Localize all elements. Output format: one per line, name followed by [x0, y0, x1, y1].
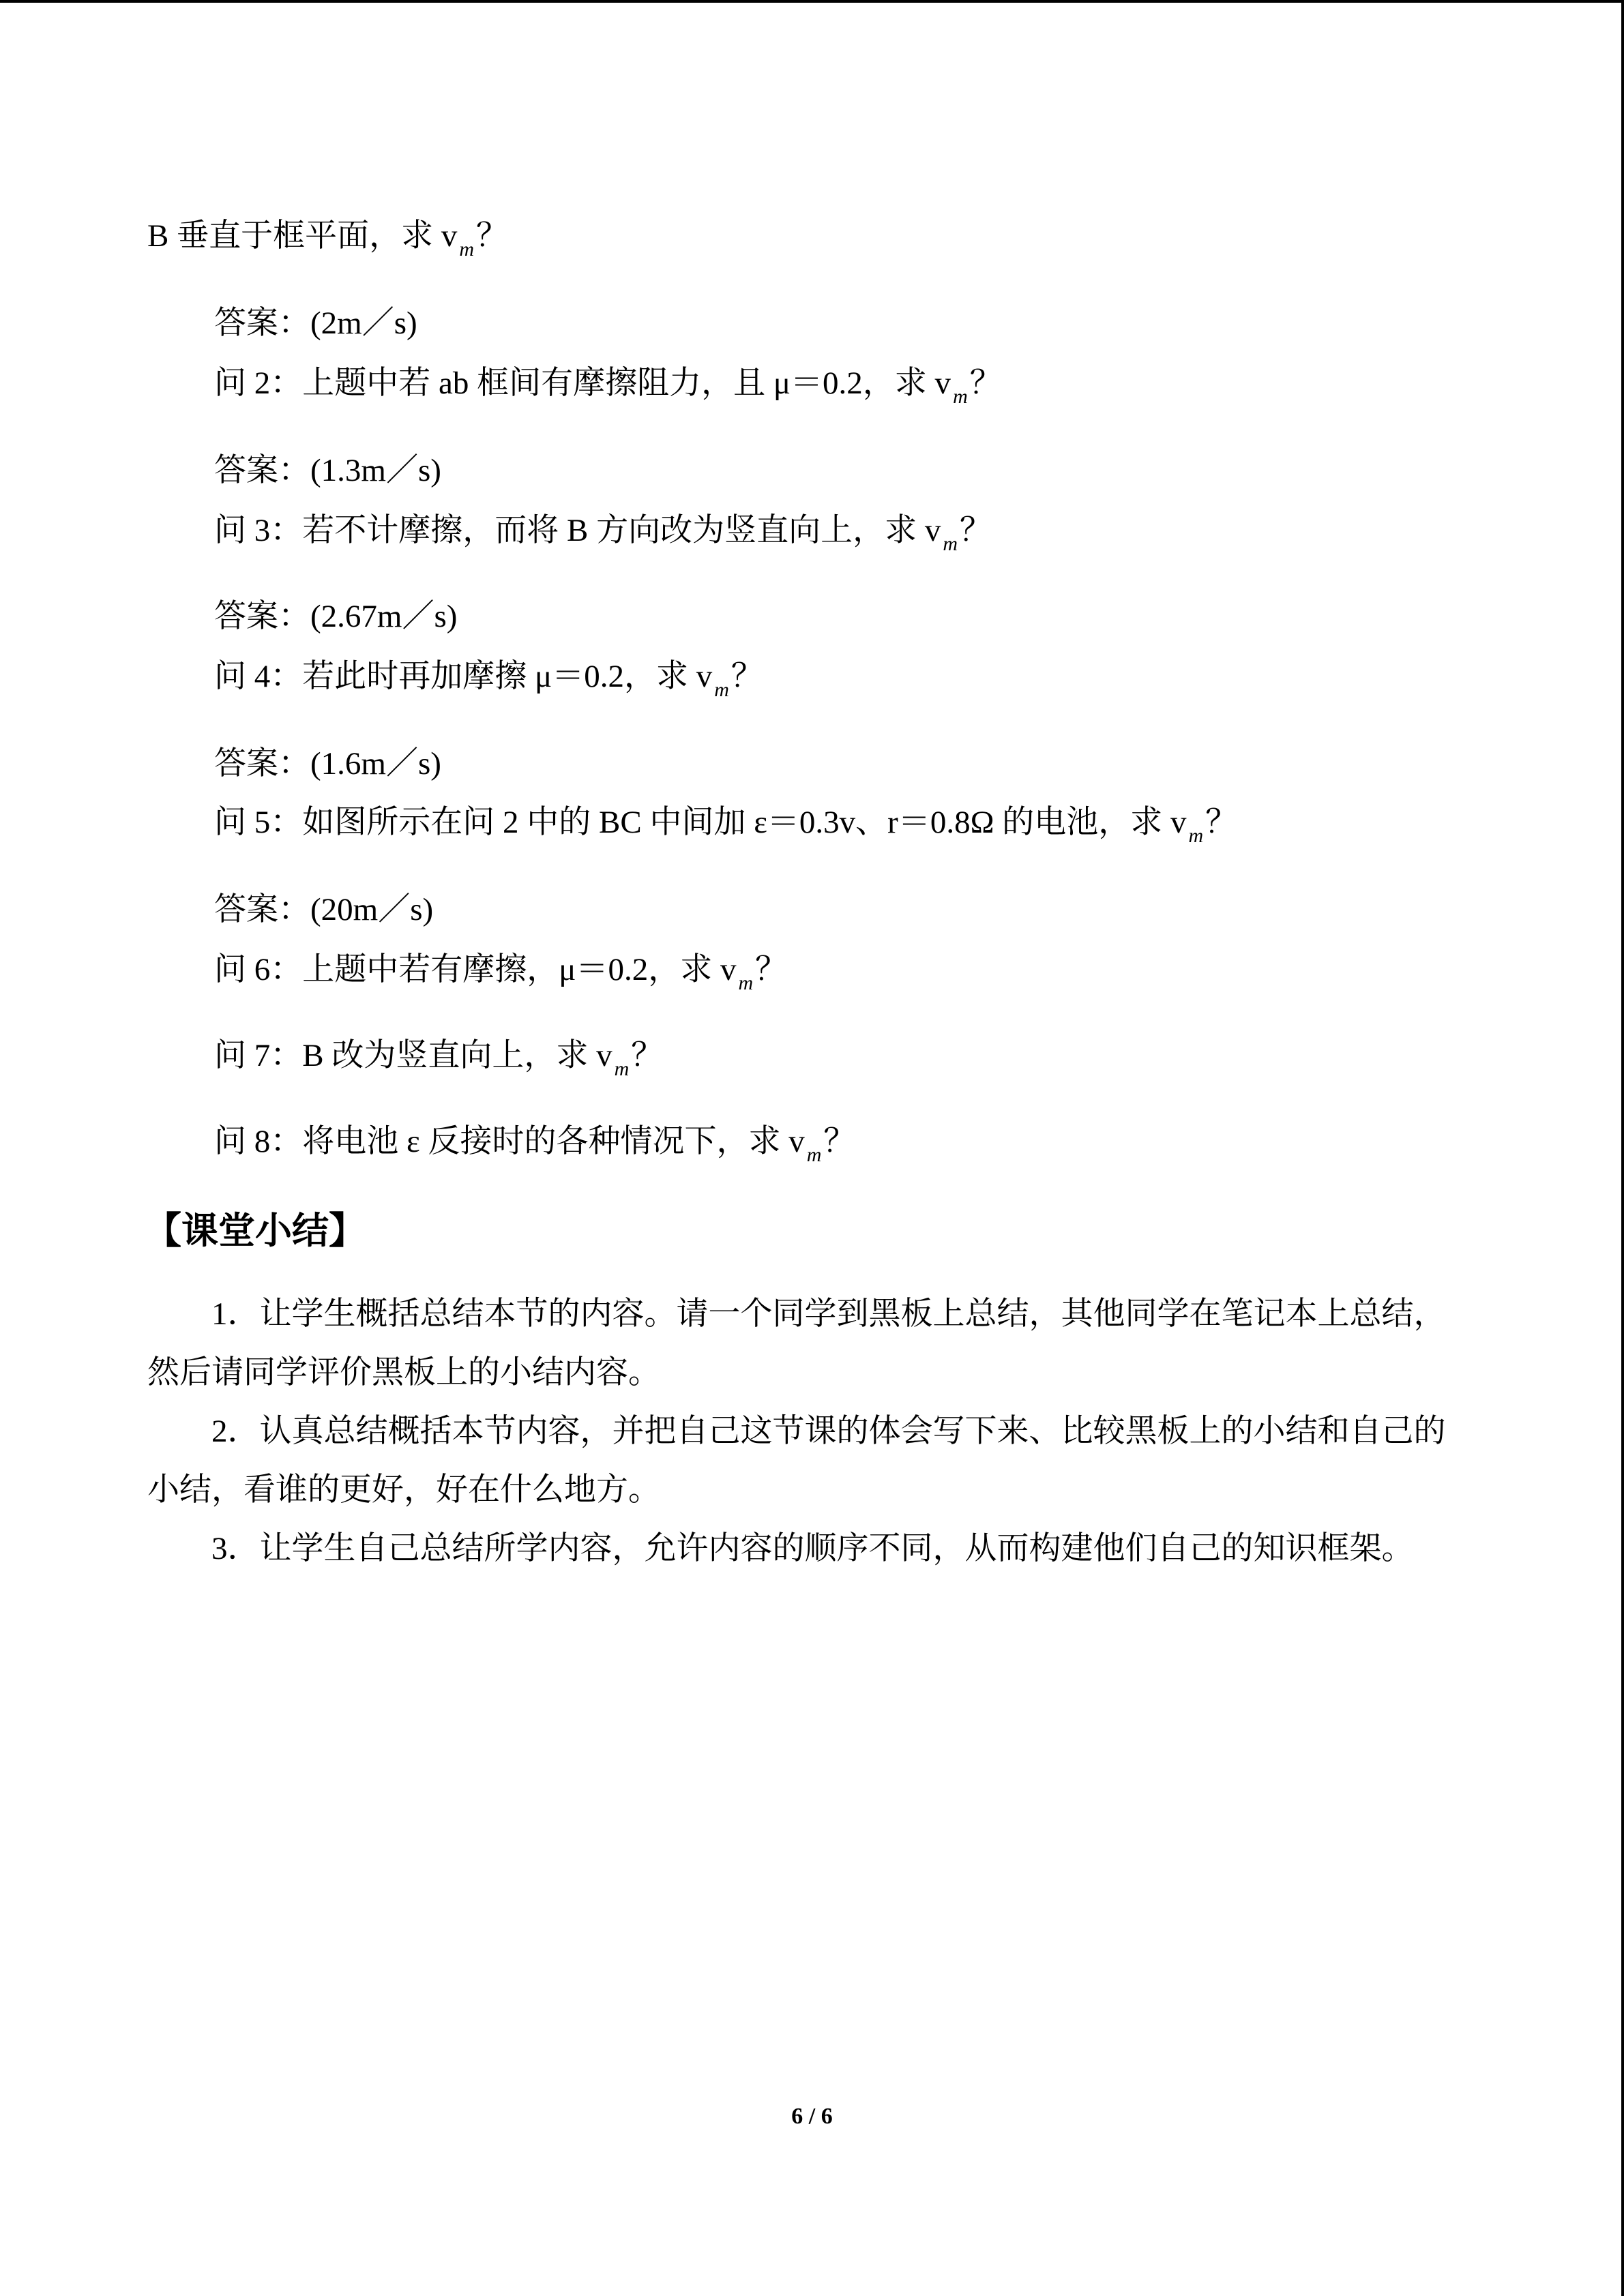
- question-tail: ？: [1205, 805, 1238, 840]
- question-6: [214, 949, 787, 994]
- answer-text: 答案：(2.67m／s): [214, 599, 458, 634]
- question-5: [214, 802, 1237, 847]
- subscript-m: m: [714, 679, 729, 701]
- question-text: 问 2：上题中若 ab 框间有摩擦阻力，且 μ＝0.2，求 v: [214, 366, 951, 401]
- intro-line: [147, 215, 508, 260]
- question-tail: ？: [730, 659, 763, 694]
- answer-4: [214, 743, 441, 784]
- question-text: 问 8：将电池 ε 反接时的各种情况下，求 v: [214, 1124, 805, 1159]
- top-border: [0, 0, 1624, 3]
- subscript-m: m: [738, 972, 754, 994]
- subscript-m: m: [953, 385, 968, 408]
- page-number: 6 / 6: [791, 2104, 833, 2129]
- subscript-m: m: [806, 1144, 822, 1166]
- subscript-m: m: [943, 533, 958, 555]
- question-tail: ？: [960, 513, 992, 548]
- question-tail: ？: [823, 1124, 856, 1159]
- question-4: [214, 656, 763, 701]
- question-7: [214, 1035, 663, 1080]
- question-text: 问 7：B 改为竖直向上，求 v: [214, 1038, 612, 1073]
- subscript-m: m: [614, 1058, 630, 1080]
- intro-text: B 垂直于框平面，求 v: [147, 218, 458, 254]
- question-text: 问 5：如图所示在问 2 中的 BC 中间加 ε＝0.3v、r＝0.8Ω 的电池，求 v: [214, 805, 1187, 840]
- question-text: 问 3：若不计摩擦，而将 B 方向改为竖直向上，求 v: [214, 513, 941, 548]
- answer-text: 答案：(1.6m／s): [214, 746, 441, 781]
- right-border: [1621, 0, 1624, 2296]
- answer-2: [214, 450, 441, 491]
- question-tail: ？: [631, 1038, 664, 1073]
- summary-paragraph-1: 1．让学生概括总结本节的内容。请一个同学到黑板上总结，其他同学在笔记本上总结，然后请同学评价黑板上的小结内容。: [147, 1296, 1446, 1390]
- question-3: [214, 510, 992, 555]
- section-heading: 【课堂小结】: [145, 1209, 366, 1252]
- subscript-m: m: [459, 238, 475, 260]
- summary-paragraph-2: 2．认真总结概括本节内容，并把自己这节课的体会写下来、比较黑板上的小结和自己的小结，看谁的更好，好在什么地方。: [147, 1414, 1446, 1508]
- question-tail: ？: [755, 952, 788, 987]
- answer-3: [214, 596, 457, 637]
- subscript-m: m: [1188, 824, 1204, 847]
- question-2: [214, 363, 1002, 408]
- intro-tail: ？: [476, 218, 509, 254]
- answer-text: 答案：(2m／s): [214, 305, 417, 341]
- question-tail: ？: [969, 366, 1002, 401]
- question-8: [214, 1121, 855, 1166]
- answer-5: [214, 889, 433, 930]
- question-text: 问 4：若此时再加摩擦 μ＝0.2，求 v: [214, 659, 713, 694]
- answer-text: 答案：(1.3m／s): [214, 453, 441, 488]
- question-text: 问 6：上题中若有摩擦，μ＝0.2，求 v: [214, 952, 737, 987]
- answer-1: [214, 303, 417, 344]
- summary-paragraph-3: 3．让学生自己总结所学内容，允许内容的顺序不同，从而构建他们自己的知识框架。: [211, 1531, 1414, 1566]
- answer-text: 答案：(20m／s): [214, 892, 434, 927]
